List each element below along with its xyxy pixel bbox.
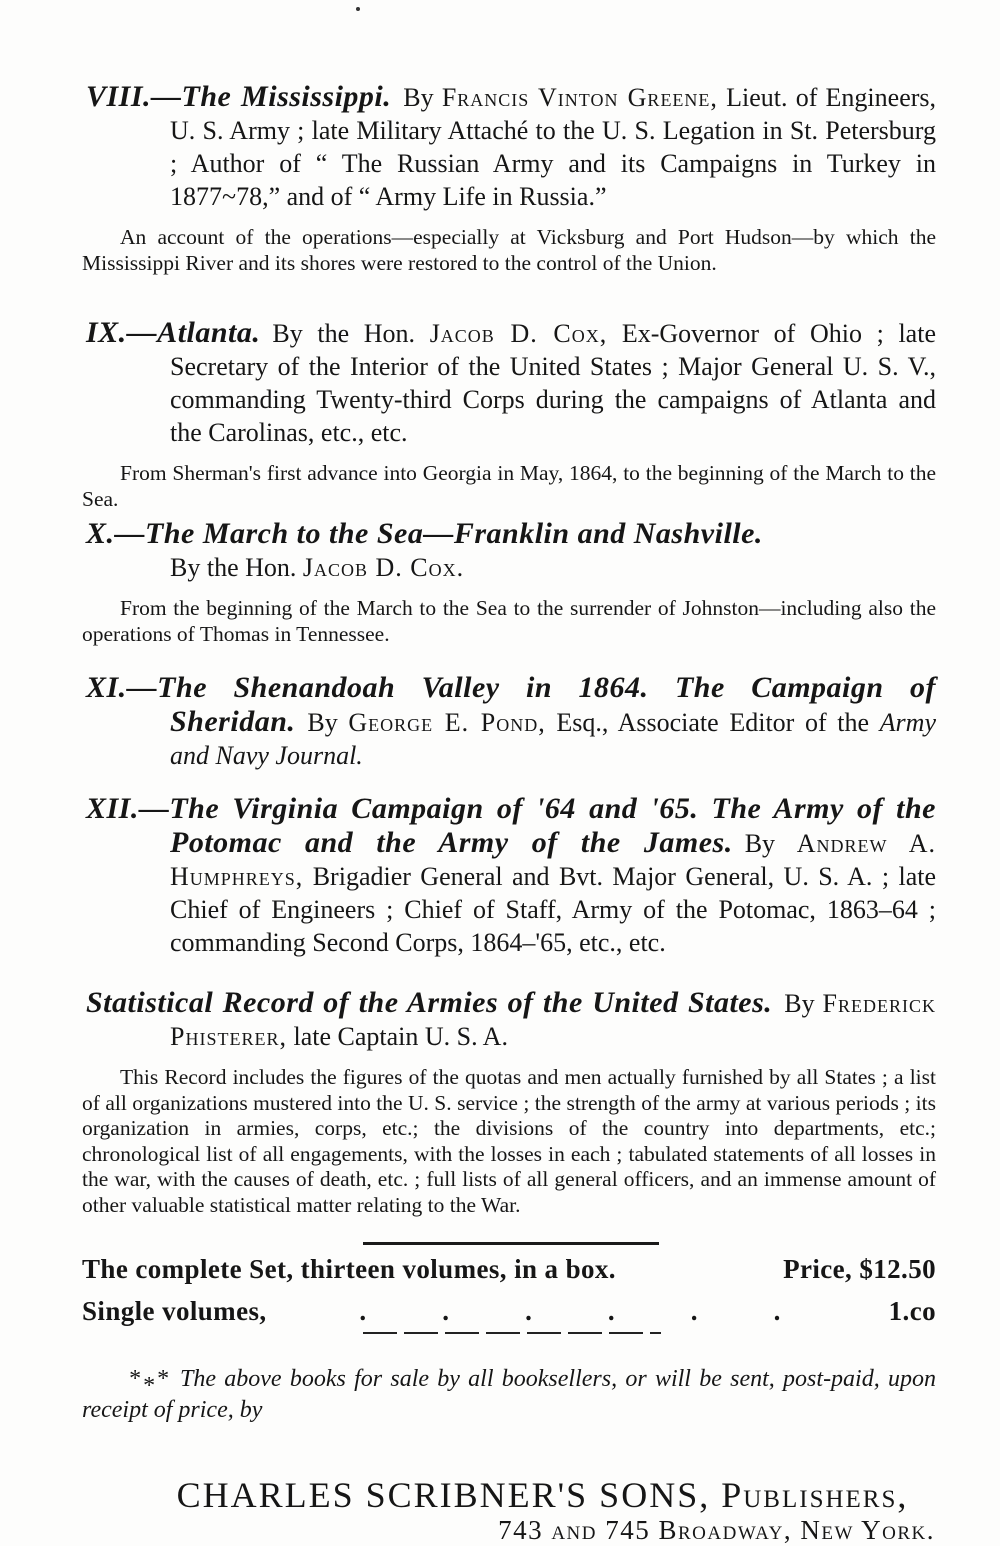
- leader-dot: .: [690, 1296, 698, 1326]
- entry-title: XI.—The Shenandoah Valley in 1864. The Campaign of Sheridan.: [86, 671, 936, 738]
- publisher-address: 743 and 745 Broadway, New York.: [498, 1515, 935, 1545]
- asterisk-mark: *: [142, 1373, 156, 1399]
- author-credentials: Ex-Governor of Ohio ; late Secretary of the Interior of the United States ; Major General U. S. V., commanding Twenty-third Corps during the campaigns of Atlanta and the Carolinas, etc., etc.: [170, 319, 936, 447]
- entry-description: This Record includes the figures of the quotas and men actually furnished by all States ; a list of all organizations mustered into the U. S. service ; the strength of the army at various periods ; its organization in armies, corps, etc.; the divisions of the country into departments, etc.; chronological list of all engagements, with the losses in each ; tabulated statements of all losses in the war, with the causes of death, etc. ; full lists of all general officers, and an immense amount of other valuable statistical matter relating to the War.: [82, 1065, 936, 1217]
- author-name: Francis Vinton Greene,: [441, 83, 718, 112]
- book-entry-statistical-record: [82, 986, 936, 1218]
- footer-note-text: The above books for sale by all booksellers, or will be sent, post-paid, upon receipt of price, by: [82, 1366, 936, 1423]
- entry-heading: [82, 986, 936, 1053]
- entry-heading: [82, 80, 936, 213]
- leader-dot: .: [442, 1296, 450, 1326]
- journal-title: Army and Navy Journal.: [170, 708, 936, 770]
- set-price-row: [82, 1254, 936, 1285]
- byline-lead: By: [403, 83, 442, 112]
- byline-lead: By: [784, 989, 823, 1018]
- single-volume-price: 1.co: [888, 1296, 936, 1326]
- entry-description: From the beginning of the March to the Sea to the surrender of Johnston—including also the operations of Thomas in Tennessee.: [82, 596, 936, 646]
- byline-lead: By: [307, 708, 349, 737]
- entry-title: IX.—Atlanta.: [86, 316, 261, 349]
- byline-lead: By the Hon.: [272, 319, 430, 348]
- author-name: George E. Pond,: [348, 708, 546, 737]
- entry-title: X.—The March to the Sea—Franklin and Nashville.: [86, 517, 763, 550]
- entry-heading: [82, 671, 936, 772]
- entry-heading: [82, 517, 936, 584]
- author-credentials: Esq., Associate Editor of the: [545, 708, 880, 737]
- author-credentials: Brigadier General and Bvt. Major General, U. S. A. ; late Chief of Engineers ; Chief of Staff, Army of the Potomac, 1863–64 ; commanding Second Corps, 1864–'65, etc., etc.: [170, 862, 936, 957]
- publisher-line: [0, 1474, 1000, 1516]
- publisher-role: Publishers,: [721, 1475, 909, 1515]
- author-credentials: late Captain U. S. A.: [286, 1022, 508, 1051]
- entry-heading: [82, 316, 936, 449]
- entry-description: From Sherman's first advance into Georgia in May, 1864, to the beginning of the March to the Sea.: [82, 461, 936, 511]
- byline-lead: By the Hon.: [170, 553, 303, 582]
- scan-speck: [356, 7, 360, 11]
- entry-title: XII.—The Virginia Campaign of '64 and '65. The Army of the Potomac and the Army of the James.: [86, 792, 936, 859]
- asterism: [128, 1366, 170, 1399]
- leader-dot: .: [607, 1296, 616, 1326]
- entry-title: Statistical Record of the Armies of the United States.: [86, 986, 773, 1019]
- author-name: Andrew A. Humphreys,: [170, 829, 937, 891]
- entry-description: An account of the operations—especially at Vicksburg and Port Hudson—by which the Mississippi River and its shores were restored to the control of the Union.: [82, 225, 936, 275]
- asterisk-mark: *: [128, 1366, 142, 1392]
- leader-dot: .: [773, 1296, 781, 1326]
- author-name: Frederick Phisterer,: [170, 989, 937, 1051]
- book-entry-xi: [82, 671, 936, 772]
- book-entry-xii: [82, 792, 936, 959]
- divider-rule-top: [363, 1242, 659, 1245]
- dot-leaders: [322, 1296, 819, 1327]
- footer-note: [82, 1364, 936, 1426]
- price-list: [82, 1254, 936, 1327]
- set-description: The complete Set, thirteen volumes, in a box.: [82, 1254, 616, 1284]
- byline-lead: By: [744, 829, 797, 858]
- set-price: Price, $12.50: [783, 1254, 936, 1284]
- book-entry-viii: [82, 80, 936, 276]
- author-name: Jacob D. Cox,: [429, 319, 608, 348]
- author-credentials: Lieut. of Engineers, U. S. Army ; late Military Attaché to the U. S. Legation in St. Petersburg ; Author of “ The Russian Army and its Campaigns in Turkey in 1877~78,” and of “ Army Life in Russia.”: [170, 83, 937, 211]
- asterisk-mark: *: [156, 1366, 170, 1392]
- entry-title: VIII.—The Mississippi.: [86, 80, 392, 113]
- author-name: Jacob D. Cox.: [302, 553, 465, 582]
- entry-heading: [82, 792, 936, 959]
- divider-rule-bottom: [363, 1332, 661, 1334]
- book-entry-x: [82, 517, 936, 647]
- leader-dot: .: [525, 1296, 533, 1326]
- single-volume-label: Single volumes,: [82, 1296, 267, 1326]
- publisher-name: CHARLES SCRIBNER'S SONS,: [176, 1475, 711, 1515]
- book-entry-ix: [82, 316, 936, 512]
- leader-dot: .: [359, 1296, 367, 1326]
- single-volume-row: [82, 1296, 936, 1327]
